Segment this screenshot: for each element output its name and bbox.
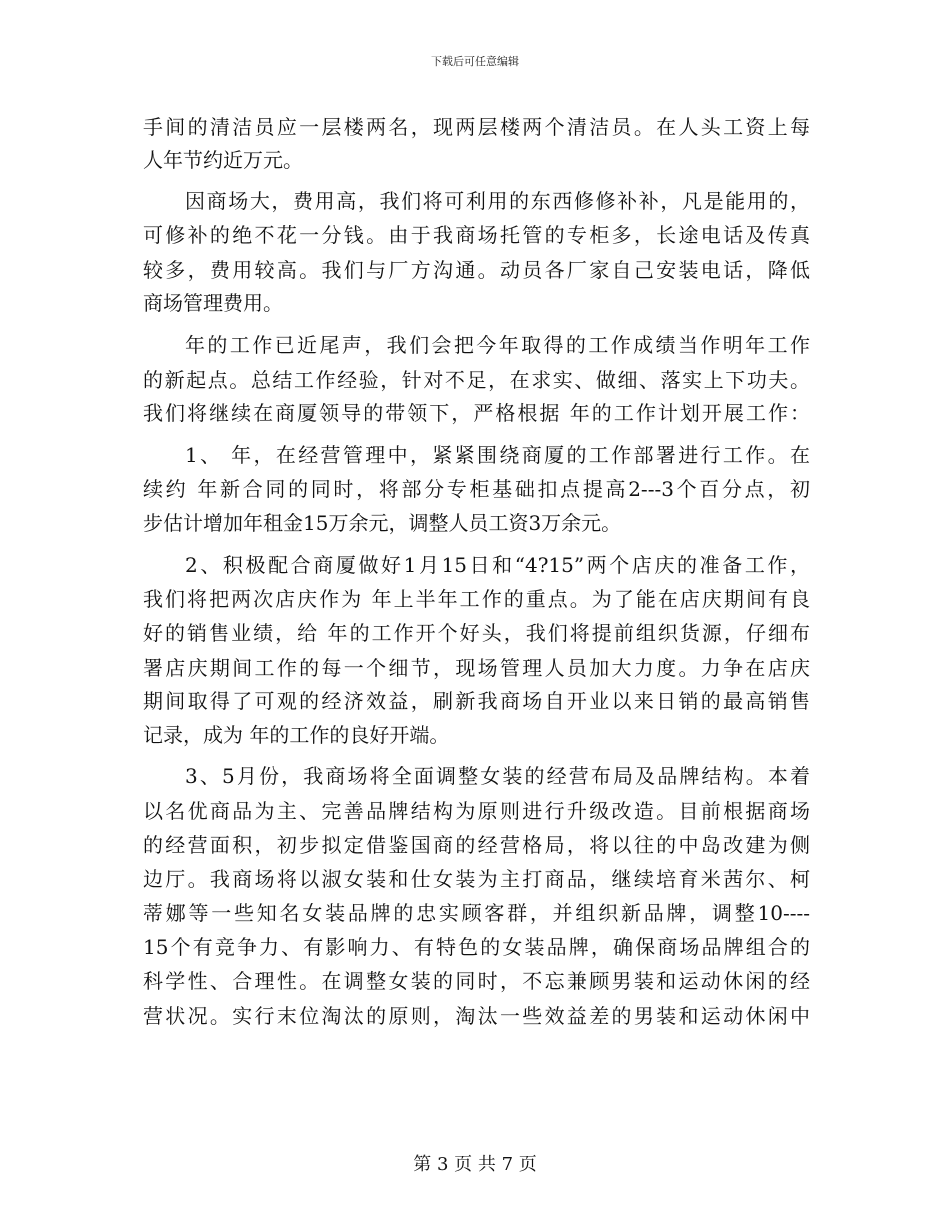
text-line: 的经营面积，初步拟定借鉴国商的经营格局，将以往的中岛改建为侧 bbox=[143, 833, 810, 857]
text-line: 好的销售业绩，给 年的工作开个好头，我们将提前组织货源，仔细布 bbox=[143, 621, 810, 645]
paragraph-first-line: 因商场大，费用高，我们将可利用的东西修修补补，凡是能用的， bbox=[185, 189, 810, 213]
text-line: 以名优商品为主、完善品牌结构为原则进行升级改造。目前根据商场 bbox=[143, 799, 810, 823]
text-line: 我们将继续在商厦领导的带领下，严格根据 年的工作计划开展工作： bbox=[143, 401, 810, 425]
text-line: 边厅。我商场将以淑女装和仕女装为主打商品，继续培育米茜尔、柯 bbox=[143, 867, 810, 891]
text-line: 科学性、合理性。在调整女装的同时，不忘兼顾男装和运动休闲的经 bbox=[143, 969, 810, 993]
page-header: 下载后可任意编辑 bbox=[431, 55, 519, 68]
text-line: 蒂娜等一些知名女装品牌的忠实顾客群，并组织新品牌，调整10---- bbox=[143, 901, 810, 925]
text-line: 署店庆期间工作的每一个细节，现场管理人员加大力度。力争在店庆 bbox=[143, 656, 810, 680]
text-line: 的新起点。总结工作经验，针对不足，在求实、做细、落实上下功夫。 bbox=[143, 368, 810, 392]
text-line: 记录，成为 年的工作的良好开端。 bbox=[143, 723, 450, 747]
text-line: 我们将把两次店庆作为 年上半年工作的重点。为了能在店庆期间有良 bbox=[143, 587, 810, 611]
text-line: 续约 年新合同的同时，将部分专柜基础扣点提高2---3个百分点，初 bbox=[143, 477, 810, 501]
text-line: 可修补的绝不花一分钱。由于我商场托管的专柜多，长途电话及传真 bbox=[143, 223, 810, 247]
paragraph-first-line: 1、 年，在经营管理中，紧紧围绕商厦的工作部署进行工作。在 bbox=[185, 443, 810, 467]
paragraph-first-line: 年的工作已近尾声，我们会把今年取得的工作成绩当作明年工作 bbox=[185, 333, 810, 357]
text-line: 人年节约近万元。 bbox=[143, 148, 303, 172]
text-line: 商场管理费用。 bbox=[143, 291, 283, 315]
page-number-footer: 第 3 页 共 7 页 bbox=[413, 1154, 537, 1175]
text-line: 期间取得了可观的经济效益，刷新我商场自开业以来日销的最高销售 bbox=[143, 689, 810, 713]
paragraph-first-line: 2、积极配合商厦做好1月15日和“4?15”两个店庆的准备工作， bbox=[185, 553, 810, 577]
text-line: 15个有竞争力、有影响力、有特色的女装品牌，确保商场品牌组合的 bbox=[143, 935, 810, 959]
text-line: 手间的清洁员应一层楼两名，现两层楼两个清洁员。在人头工资上每 bbox=[143, 115, 810, 139]
text-line: 营状况。实行末位淘汰的原则，淘汰一些效益差的男装和运动休闲中 bbox=[143, 1004, 810, 1028]
paragraph-first-line: 3、5月份，我商场将全面调整女装的经营布局及品牌结构。本着 bbox=[185, 764, 810, 788]
text-line: 步估计增加年租金15万余元，调整人员工资3万余元。 bbox=[143, 511, 622, 535]
text-line: 较多，费用较高。我们与厂方沟通。动员各厂家自己安装电话，降低 bbox=[143, 258, 810, 282]
